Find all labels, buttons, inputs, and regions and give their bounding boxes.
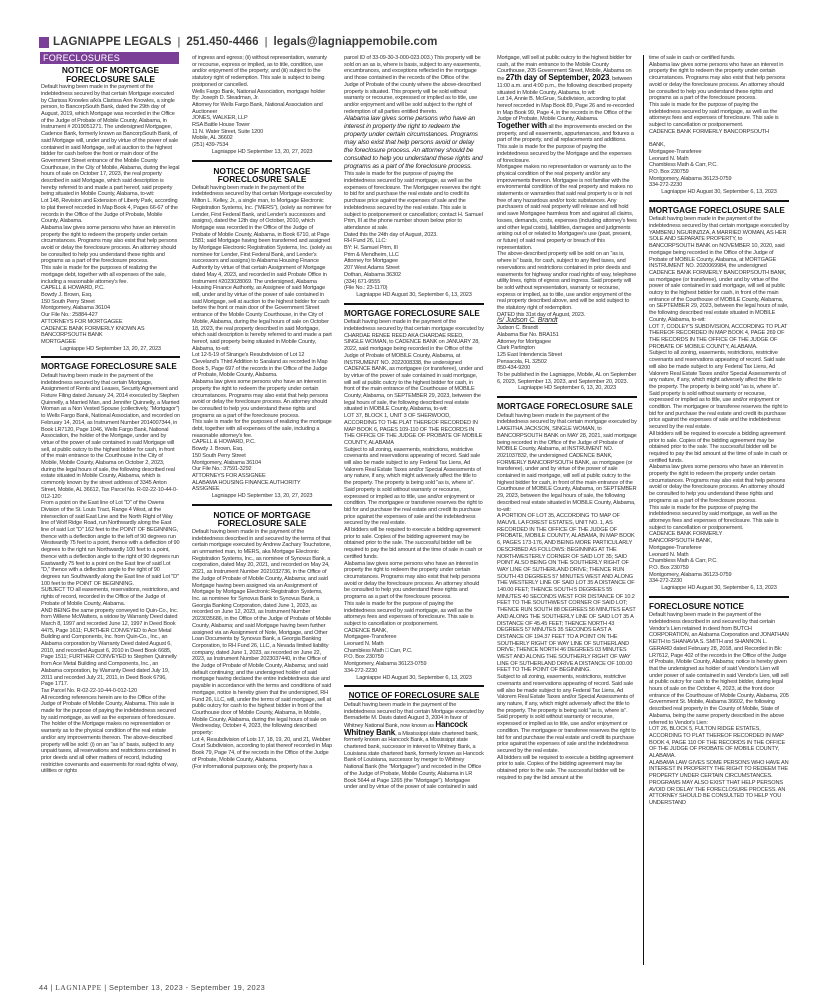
- divider: [41, 356, 180, 358]
- divider: [192, 160, 332, 162]
- contact-line: Montgomery, Alabama 36123-0759: [344, 661, 427, 668]
- contact-line: P.O. Box 230759: [649, 564, 689, 571]
- notice-body: [497, 55, 637, 96]
- footer-brand: LAGNIAPPE: [55, 983, 102, 992]
- notice-body: Alabama law gives some persons who have an interest in property the right to redeem the property under certain circumstances. Programs may also exist that help persons avoid or delay the foreclosure process. An attorney should be consulted to help you understand these rights and programs as a part of the foreclosure process.: [649, 61, 786, 102]
- notice-text: , a Mississippi state chartered bank, formerly known as Hancock Bank, a Mississippi state chartered bank, successor in interest to Whitney Bank, a Louisiana state chartered bank, formerly known as Hancock Bank of Louisiana, successor by merger to Whitney National Bank (the "Mortgagee") and recorded in the Office of the Judge of Probate, Mobile County, Alabama in LR Book 5644 at Page 1265 (the "Mortgage"). Mortgagee under and by virtue of the power of sale contained in said: [344, 730, 484, 791]
- contact-line: P.O. Box 230759: [344, 654, 384, 661]
- contact-line: Leonard N. Math: [649, 551, 689, 558]
- contact-line: CADENCE BANK,: [344, 627, 388, 634]
- footer-separator: |: [48, 983, 56, 992]
- contact-line: Mortgagee-Transferee: [649, 148, 702, 155]
- publication-signoff: Lagniappe HD September 13, 20, 27, 2023: [211, 148, 313, 155]
- contact-line: RSA Battle House Tower: [192, 122, 250, 129]
- notice-body: All bidders will be required to execute a bidding agreement prior to sale. Copies of the bidding agreement may be obtained prior to the sale. The successful bidder will be required to pay the bid amount at the time of sale in cash or certified funds.: [344, 527, 483, 560]
- contact-line: 11 N. Water Street, Suite 1200: [192, 128, 264, 135]
- publication-signoff: Lagniappe HD August 30, September 6, 13, 2023: [356, 291, 472, 298]
- contact-line: Chambless Math & Carr, P.C.: [649, 162, 718, 169]
- header-separator: |: [177, 36, 181, 48]
- notice-body: ALABAMA LAW GIVES SOME PERSONS WHO HAVE AN INTEREST IN PROPERTY THE RIGHT TO REDEEM THE PROPERTY UNDER CERTAIN CIRCUMSTANCES. PROGRAMS MAY ALSO EXIST THAT HELP PERSONS AVOID OR DELAY THE FORECLOSURE PROCESS. AN ATTORNEY SHOULD BE CONSULTED TO HELP YOU UNDERSTAND: [649, 759, 789, 806]
- contact-line: BANK,: [649, 142, 666, 149]
- contact-line: 150 South Perry Street: [41, 298, 95, 305]
- section-label-foreclosures: FORECLOSURES: [40, 52, 179, 64]
- contact-line: (334) 671-9555: [344, 278, 381, 285]
- contact-line: Leonard N. Math: [649, 155, 689, 162]
- header-separator: |: [264, 36, 268, 48]
- notice-body: This sale is made for the purpose of paying the indebtedness secured by said mortgage, as well as the attorneys fees and expenses of foreclosure. This sale is subject to cancellation or postponement.: [649, 504, 779, 531]
- notice-body: Alabama law gives some persons who have an interest in property the right to redeem the property under certain circumstances. Programs may also exist that help persons avoid or delay the foreclosure process. An attorney should be consulted to help you understand these rights and programs as a part of the foreclosure process.: [192, 379, 329, 419]
- notice-body: time of sale in cash or certified funds.: [649, 55, 736, 61]
- notice-text: Default having been made in the payment of the indebtedness secured by that certain Mortgage executed by Bernadette M. Davis dated August 3, 2004 in favor of Whitney National Bank, now known as: [344, 701, 484, 729]
- divider: [497, 396, 637, 398]
- header-phone: 251.450-4466: [186, 36, 259, 48]
- contact-line: (251) 439-7534: [192, 142, 229, 149]
- contact-line: Chambless Math & Carr, P.C.: [649, 558, 718, 565]
- contact-line: JONES, WALKER, LLP: [192, 115, 248, 122]
- contact-line: ATTORNEYS FOR MORTGAGEE: [41, 318, 123, 325]
- notice-quinnelly-continued: [192, 55, 332, 156]
- notice-body: This sale is made for the purpose of paying the indebtedness secured by said mortgage, as well as the expenses of foreclosure. The Mortgagee reserves the right to bid for and purchase the real estate and to credit its purchase price against the expenses of sale and the indebtedness secured by the real estate. This sale is subject to postponement or cancellation; contact H. Samuel Prim, III at the phone number shown below prior to attendance at sale.: [344, 171, 483, 231]
- notice-body: [497, 123, 637, 144]
- notice-body: A PORTION OF LOT 35, ACCORDING TO MAP OF MAUVIL LA FOREST ESTATES, UNIT NO. 1, AS RECORDED IN THE OFFICE OF THE JUDGE OF PROBATE, MOBILE COUNTY, ALABAMA, IN MAP BOOK 6, PAGES 173-176, AND BEING MORE PARTICULARLY DESCRIBED AS FOLLOWS: BEGINNING AT THE NORTHWESTERLY CORNER OF SAID LOT 35; SAID POINT ALSO BEING ON THE SOUTHERLY RIGHT OF WAY LINE OF SUTHERLAND DRIVE; THENCE RUN SOUTH 43 DEGREES 57 MINUTES WEST AND ALONG THE WESTERLY LINE OF SAID LOT 35 A DISTANCE OF 140.00 FEET; THENCE SOUTH 5 DEGREES 55 MINUTES 40 SECONDS WEST FOR DISTANCE OF 10.2 FEET TO THE SOUTHWEST CORNER OF SAID LOT; THENCE RUN SOUTH 88 DEGREES 56 MINUTES EAST AND ALONG THE SOUTHERLY LINE OF SAID LOT 35 A DISTANCE OF 45.45 FEET; THENCE NORTH 43 DEGREES 57 MINUTES 35 SECONDS EAST A DISTANCE OF 194.37 FEET TO A POINT ON THE SOUTHERLY RIGHT OF WAY LINE OF SUTHERLAND DRIVE; THENCE NORTH 46 DEGREES 03 MINUTES WEST AND ALONG THE SOUTHERLY RIGHT OF WAY LINE OF SUTHERLAND DRIVE A DISTANCE OF 100.00 FEET TO THE POINT OF BEGINNING.: [497, 513, 636, 674]
- notice-text: , between 11:00 a.m. and 4:00 p.m., the following described property situated in Mobile County, Alabama, to wit:: [497, 76, 633, 96]
- together-with-bold: Together with: [497, 121, 547, 131]
- contact-line: Judson C. Brandt: [497, 325, 538, 332]
- notice-body: LOT 37, BLOCK 1, UNIT 3 OF SHERWOOD, ACCORDING TO THE PLAT THEREOF RECORDED IN MAP BOOK 6, PAGES 109-110 OF THE RECORDS IN THE OFFICE OF THE JUDGE OF PROBATE OF MOBILE COUNTY, ALABAMA: [344, 413, 483, 446]
- divider: [344, 303, 484, 305]
- contact-line: Bowdy J. Brown, Esq.: [41, 291, 93, 298]
- notice-body: Default having been made in the payment of the indebtedness secured by that certain mortgage executed by YAMBENU NGURINZIZA, A MARRIED WOMAN, AS HER SOLE AND SEPARATE PROPERTY, to BANCORPSOUTH BANK on NOVEMBER 10, 2020, said mortgage being recorded in the Office of the Judge of Probate of MOBILE County, Alabama, at MORTGAGE INSTRUMENT NO. 2020069984, the undersigned CADENCE BANK FORMERLY BANCORPSOUTH BANK, as mortgagee (or transferee), under and by virtue of the power of sale contained in said mortgage, will sell at public outcry to the highest bidder for cash, in front of the main entrance of the Courthouse of MOBILE County, Alabama, on SEPTEMBER 29, 2023, between the legal hours of sale, the following described real estate situated in MOBILE County, Alabama, to-wit:: [649, 216, 789, 323]
- contact-line: Mortgagee-Transferee: [649, 544, 702, 551]
- notice-body: Alabama law gives some persons who have an interest in property the right to redeem the property under certain circumstances. Programs may also exist that help persons avoid or delay the foreclosure process. An attorney should be consulted to help you understand these rights and programs as a part of the foreclosure process.: [649, 464, 786, 504]
- contact-line: Chambless Math □ Carr, P.C.: [344, 647, 413, 654]
- notice-title: NOTICE OF FORECLOSURE SALE: [348, 691, 480, 701]
- notice-body: Default having been made in the payment of the indebtedness secured by that certain Mortgage executed by Clarissa Knowles a/k/a Clarissa Ann Knowles, a single person, to BancorpSouth Bank, dated the 29th day of August, 2019, which Mortgage was recorded in the Office of the Judge of Probate of Mobile County, Alabama, in Instrument # 2019051271. The undersigned Mortgagee, Cadence Bank, formerly known as BancorpSouth Bank, of said Mortgage will, under and by virtue of the power of sale contained in said Mortgage, sell at auction to the highest bidder for cash before the front or main door of the Government Street entrance of the Mobile County Courthouse, in the City of Mobile, Alabama, during the legal hours of sale on October 17, 2023, the real property described in said Mortgage, which said description is hereby referred to and made a part hereof, said property being situated in Mobile County, Alabama, to-wit:: [41, 84, 180, 198]
- contact-line: Bowdy J. Brown, Esq.: [192, 446, 244, 453]
- contact-line: Pensacola, FL 32502: [497, 358, 547, 365]
- contact-line: ALABAMA HOUSING FINANCE AUTHORITY: [192, 479, 301, 486]
- redemption-notice-italic: Alabama law gives some persons who have an interest in property the right to redeem the property under certain circumstances. Programs may also exist that help persons avoid or delay the foreclosure process. An attorney should be consulted to help you understand these rights and programs as a part of the foreclosure process.: [344, 115, 483, 171]
- contact-line: CAPELL & HOWARD, P.C.: [41, 285, 105, 292]
- notice-touchstone-continued: [344, 55, 484, 299]
- notice-body: LOT 7, CODLEY'S SUBDIVISION, ACCORDING TO PLAT THEREOF RECORDED IN MAP BOOK 4, PAGE 269 OF THE RECORDS IN THE OFFICE OF THE JUDGE OF PROBATE OF MOBILE COUNTY, ALABAMA.: [649, 323, 788, 350]
- contact-line: To be published in the Lagniappe, Mobile, AL on September 6, 2023, September 13, 2023, and September 20, 2023.: [497, 372, 637, 385]
- notice-body: [344, 702, 484, 791]
- notice-touchstone: [192, 511, 332, 771]
- contact-line: CADENCE BANK FORMERLY: [649, 531, 723, 538]
- publication-signoff: Lagniappe HD September 13, 20, 27, 2023: [60, 345, 161, 352]
- contact-line: Attorney for Wells Fargo Bank, National Association and Auctioneer: [192, 101, 323, 115]
- notice-body: of ingress and egress; (ii) without representation, warranty or recourse, express or implied, as to title, condition, use and/or enjoyment of the property; and (iii) subject to the statutory right of redemption. This sale is subject to being postponed or cancelled.: [192, 55, 327, 88]
- divider: [344, 685, 484, 687]
- contact-line: CAPELL & HOWARD, P.C.: [192, 439, 256, 446]
- notice-body: The above-described property will be sold on an "as is, where is" basis, for cash, subject to any filed taxes, and reservations and restrictions contained in prior deeds and easements for highway and/or road rights of way, telephone utility lines, rights of egress and ingress. Said property will be sold without representation, warranty or recourse, express or implied, as to title, use and/or enjoyment of the real property described above, and will be sold subject to the statutory right of redemption.: [497, 251, 637, 312]
- issue-dates: September 13, 2023 - September 19, 2023: [108, 983, 266, 992]
- sale-date-bold: 27th day of September, 2023: [505, 73, 610, 83]
- page-number: 44: [39, 983, 49, 992]
- divider: [192, 504, 332, 506]
- column-1: [41, 66, 180, 779]
- notice-body: LOT 26, BLOCK 5, FULTON RIDGE ESTATES, ACCORDING TO PLAT THEREOF RECORDED IN MAP BOOK 4, PAGE 110 OF THE RECORDS IN THE OFFICE OF THE JUDGE OF PROBATE OF MOBILE COUNTY, ALABAMA.: [649, 726, 786, 760]
- divider: [649, 200, 789, 202]
- notice-body: Default having been made in the payment of the indebtedness secured by that certain Mortgage, Assignment of Rents and Leases, Security Agreement and Fixture Filing dated January 24, 2014 executed by Stephen Quinnelly, a Married Man, and Jennifer Quinnelly, a Married Woman as a Non Vested Spouse (collectively, "Mortgagor") to Wells Fargo Bank, National Association, and recorded on February 14, 2014, as Instrument Number 2014007344, in Book LR7120, Page 1046, Wells Fargo Bank, National Association, the holder of the Mortgage, under and by virtue of the power of sale contained in said Mortgage will sell, at public outcry to the highest bidder for cash, in front of the main entrance to the Courthouse in the City of Mobile, Mobile County, Alabama on October 2, 2023, during the legal hours of sale, the following described real estate situated in Mobile County, Alabama, which is commonly known by the street address of 3345 Anton Street, Mobile, AL 36612, Tax Parcel No. R-02-22-10-44-0-012-120:: [41, 372, 180, 500]
- notice-body: Default having been made in the payment of the indebtedness secured by that certain Mortgage executed by Milton L. Kelley, Jr., a single man, to Mortgage Electronic Registration Systems, Inc. ("MERS"), (solely as nominee for Lender, First Federal Bank, and Lender's successors and assigns), dated the 12th day of October, 2010, which Mortgage was recorded in the Office of the Judge of Probate of Mobile County, Alabama, in Book 6710, at Page 1581; said Mortgage having been transferred and assigned by Mortgage Electronic Registration Systems, Inc. (solely as nominee for Lender, First Federal Bank, and Lender's successors and assigns) to Alabama Housing Finance Authority by virtue of that certain Assignment of Mortgage dated May 4, 2023, and recorded in said Probate Office in Instrument #2023028069. The undersigned, Alabama Housing Finance Authority, as Assignee of said Mortgage will, under and by virtue of the power of sale contained in said Mortgage, sell at auction to the highest bidder for cash before the front or main door of the Government Street entrance of the Mobile County Courthouse, in the City of Mobile, Alabama, during the legal hours of sale on October 18, 2023, the real property described in said Mortgage, which said description is hereby referred to and made a part hereof, said property being situated in Mobile County, Alabama, to-wit:: [192, 184, 332, 352]
- contact-line: Montgomery, Alabama 36123-0759: [649, 571, 732, 578]
- contact-line: CADENCE BANK FORMERLY KNOWN AS BANCORPSOUTH BANK: [41, 325, 145, 339]
- contact-line: Clark Partington: [497, 345, 535, 352]
- notice-body: Subject to all zoning, easements, restrictions, restrictive covenants and reservations appearing of record. Said sale will also be made subject to any Federal Tax Liens, Ad Valorem Real Estate Taxes and/or Special Assessments of any nature, if any, which might adversely affect the title to the property. The property is being sold "as is, where is". Said property is sold without warranty or recourse, expressed or implied as to title, use and/or enjoyment or condition. The mortgagee or transferee reserves the right to bid for and purchase the real estate and credit its purchase price against the expenses of sale and the indebtedness secured by the real estate.: [344, 446, 483, 527]
- notice-body: All recording references herein are to the Office of the Judge of Probate of Mobile County, Alabama. This sale is made for the purpose of paying the indebtedness secured by said mortgage, as well as the expenses of foreclosure.: [41, 694, 176, 721]
- notice-body: (For informational purposes only, the property has a: [192, 763, 313, 770]
- notice-body: Default having been made in the payment of the indebtedness described in and secured by that certain Vendor's Lien retained in deed from BUTCH CORPORATION, an Alabama Corporation and JONATHAN KEITH to SHANAVIA S. SMITH and SHANNON L. GERARD dated February 28, 2018, and Recorded in Bk: LR7612, Page 402 of the records in the Office of the Judge of Probate, Mobile County, Alabama; notice is hereby given that the undersigned as holder of said Vendor's Lien will under power of sale contained in said Vendor's Lien, will sell at public outcry for cash to the highest bidder, during legal hours of sale on the October 4, 2023, at the front door entrance of the Courthouse of Mobile County, Alabama, 205 Government St. Mobile, Alabama 36602, the following described real property in the County of Mobile, State of Alabama, being the same property described in the above referred to Vendor's Lien:: [649, 612, 789, 726]
- publication-signoff: Lagniappe HD September 6, 13, 20, 2023: [518, 385, 616, 392]
- notice-body: Subject to all zoning, easements, restrictions, restrictive covenants and reservations appearing of record. Said sale will also be made subject to any Federal Tax Liens, Ad Valorem Real Estate Taxes and/or Special Assessments of any nature, if any, which might adversely affect the title to the property. The property is being sold "as is, where is". Said property is sold without warranty or recourse, expressed or implied as to title, use and/or enjoyment or condition. The mortgagee or transferee reserves the right to bid for and purchase the real estate and credit its purchase price against the expenses of sale and the indebtedness secured by the real estate.: [497, 674, 636, 754]
- contact-line: Mortgagee-Transferee: [344, 634, 397, 641]
- brand-square-icon: [39, 37, 49, 48]
- contact-line: Wells Fargo Bank, National Association, mortgage holder: [192, 88, 326, 95]
- contact-line: 150 South Perry Street: [192, 452, 246, 459]
- contact-line: CADENCE BANK FORMERLY BANCORPSOUTH: [649, 128, 769, 135]
- notice-body: Subject to all zoning, easements, restrictions, restrictive covenants and reservations appearing of record. Said sale will also be made subject to any Federal Tax Liens, Ad Valorem Real Estate Taxes and/or Special Assessments of any nature, if any, which might adversely affect the title to the property. The property is being sold "as is, where is". Said property is sold without warranty or recourse, expressed or implied as to title, use and/or enjoyment or condition. The mortgagee or transferee reserves the right to bid for and purchase the real estate and credit its purchase price against the expenses of sale and the indebtedness secured by the real estate.: [649, 350, 788, 431]
- notice-davis: [344, 692, 484, 791]
- notice-body: Default having been made in the payment of the indebtedness secured by that certain mortgage executed by LAKEITHA JACKSON, SINGLE WOMAN, to BANCORPSOUTH BANK on MAY 28, 2021, said mortgage being recorded in the Office of the Judge of Probate of MOBILE County, Alabama, at INSTRUMENT NO. 2021037832, the undersigned CADENCE BANK, FORMERLY BANCORPSOUTH BANK, as mortgagee (or transferee), under and by virtue of the power of sale contained in said mortgage, will sell at public outcry to the highest bidder for cash, in front of the main entrance of the Courthouse of MOBILE County, Alabama, on SEPTEMBER 29, 2023, between the legal hours of sale, the following described real estate situated in MOBILE County, Alabama, to-wit:: [497, 412, 637, 513]
- column-2: [192, 55, 332, 774]
- notice-title: MORTGAGE FORECLOSURE SALE: [344, 308, 480, 318]
- notice-nguriziza: [649, 207, 789, 592]
- header-email[interactable]: legals@lagniappemobile.com: [273, 36, 438, 48]
- divider: [649, 596, 789, 598]
- dated-line: DATED this 31st day of August, 2023.: [497, 311, 586, 318]
- notice-title: NOTICE OF MORTGAGE FORECLOSURE SALE: [61, 65, 160, 84]
- contact-line: Mobile, AL 36602: [192, 135, 233, 142]
- notice-jackson-continued: [649, 55, 789, 196]
- contact-line: Leonard N. Math: [344, 641, 384, 648]
- notice-body: All bidders will be required to execute a bidding agreement prior to sale. Copies of the bidding agreement may be obtained prior to the sale. The successful bidder will be required to pay the bid amount at the: [497, 754, 634, 781]
- notice-body: Lot 14, Annie B. McGrue, Subdivision, according to plat hereof recorded in Map Book 89, Page 26 and re-recorded in Map Book 99, Page 4, in the records in the Office of the Judge of Probate, Mobile County, Alabama.: [497, 96, 634, 123]
- notice-body: parcel ID of 33-09-30-3-000-023.003.) This property will be sold on an as is, where is basis, subject to any easements, encumbrances, and exceptions reflected in the mortgage and those contained in the records of the Office of the Judge of Probate of the county where the above-described property is situated. This property will be sold without warranty or recourse, expressed or implied as to title, use and/or enjoyment and will be sold subject to the right of redemption of all parties entitled thereto.: [344, 55, 481, 115]
- contact-line: [649, 135, 789, 142]
- bank-name-bold: Hancock Whitney Bank: [344, 719, 468, 737]
- contact-line: Prim & Mendheim, LLC: [344, 251, 399, 258]
- notice-body: Lot 12-5-19 of Strange's Resubdivision of Lot 12 Cleveland's Third Addition to Saraland as recorded in Map Book 5, Page 697 of the records in the Office of the Judge of Probate, Mobile County, Alabama.: [192, 352, 328, 379]
- notice-body: All bidders will be required to execute a bidding agreement prior to sale. Copies of the bidding agreement may be obtained prior to the sale. The successful bidder will be required to pay the bid amount at the time of sale in cash or certified funds.: [649, 430, 788, 464]
- contact-line: (File No.: 23-1170): [344, 285, 388, 292]
- notice-title: FORECLOSURE NOTICE: [649, 601, 744, 611]
- contact-line: 334-272-2230: [344, 667, 378, 674]
- contact-line: 334-272-2230: [649, 578, 683, 585]
- column-5: [649, 55, 789, 811]
- notice-text: Mortgage, will sell at public outcry to the highest bidder for cash, at the main entrance to the Mobile County Courthouse, 205 Government Street, Mobile, Alabama on the: [497, 55, 632, 83]
- publication-signoff: Lagniappe HD September 13, 20, 27, 2023: [211, 493, 313, 500]
- contact-line: By: Joseph D. Steadman, Jr.: [192, 95, 259, 102]
- notice-reed: [344, 310, 484, 682]
- publication-signoff: Lagniappe HD August 30, September 6, 13, 2023: [661, 585, 777, 592]
- notice-title: NOTICE OF MORTGAGE FORECLOSURE SALE: [213, 165, 311, 185]
- notice-vendors-lien: [649, 603, 789, 807]
- contact-line: Alabama Bar No. BRA151: [497, 331, 559, 338]
- notice-kelley: [192, 167, 332, 500]
- contact-line: Montgomery, Alabama 36123-0759: [649, 175, 732, 182]
- contact-line: Dothan, Alabama 36302: [344, 271, 401, 278]
- contact-line: 850-434-9200: [497, 365, 531, 372]
- contact-line: Montgomery, Alabama 36104: [41, 305, 110, 312]
- contact-line: BANCORPSOUTH BANK,: [649, 538, 712, 545]
- notice-body: Lot 4, Resubdivision of Lots 17, 18, 19, 20, and 21, Webber Court Subdivision, according to plat thereof recorded in Map Book 79, Page 74, of the records in the Office of the Judge of Probate, Mobile County, Alabama.: [192, 736, 332, 763]
- notice-body: Default having been made in the payment of the indebtedness secured by that certain mortgage executed by CHARDAE RENEE REED AKA CHARDAE REED, SINGLE WOMAN, to CADENCE BANK on JANUARY 28, 2022, said mortgage being recorded in the Office of the Judge of Probate of MOBILE County, Alabama, at INSTRUMENT NO. 2022008338, the undersigned CADENCE BANK, as mortgagee (or transferee), under and by virtue of the power of sale contained in said mortgage, will sell at public outcry to the highest bidder for cash, in front of the main entrance of the Courthouse of MOBILE County, Alabama, on SEPTEMBER 29, 2023, between the legal hours of sale, the following described real estate situated in MOBILE County, Alabama, to-wit:: [344, 319, 484, 413]
- contact-line: RH Fund 26, LLC:: [344, 238, 387, 245]
- notice-body: This sale is made for the purpose of paying the indebtedness secured by the Mortgage and the expenses of foreclosure.: [497, 144, 632, 164]
- publication-signoff: Lagniappe HD August 30, September 6, 13, 2023: [661, 189, 777, 196]
- contact-line: Attorney for Mortgagee: [497, 338, 551, 345]
- attorney-signature: /s/ Judson C. Brandt: [497, 317, 558, 325]
- contact-line: ATTORNEYS FOR ASSIGNEE: [192, 472, 266, 479]
- notice-body: This sale is made for the purpose of paying the indebtedness secured by said mortgage, as well as the attorneys fees and expenses of foreclosure. This sale is subject to cancellation or postponement.: [649, 101, 779, 129]
- notice-body: This sale is made for the purposes of realizing the mortgage debt, together with all expenses of the sale, including a reasonable attorney's fee.: [41, 265, 166, 285]
- notice-title: MORTGAGE FORECLOSURE SALE: [41, 362, 177, 372]
- contact-line: Dated this the 24th day of August, 2023.: [344, 231, 438, 238]
- contact-line: P.O. Box 230759: [649, 168, 689, 175]
- contact-line: 125 East Intendencia Street: [497, 351, 562, 358]
- contact-line: Our File No.: 25884-427: [41, 312, 98, 319]
- column-4: [497, 55, 637, 785]
- contact-line: 207 West Adams Street: [344, 265, 400, 272]
- notice-body: SUBJECT TO all easements, reservations, restrictions, and rights of record, recorded in the Office of the Judge of Probate of Mobile County, Alabama.: [41, 587, 180, 607]
- contact-line: Our File No.: 37591-3292: [192, 466, 252, 473]
- notice-davis-continued: [497, 55, 637, 392]
- notice-body: Alabama law gives some persons who have an interest in property the right to redeem the property under certain circumstances. Programs may also exist that help persons avoid or delay the foreclosure process. An attorney should be consulted to help you understand these rights and programs as a part of the foreclosure process.: [344, 560, 481, 601]
- column-3: [344, 55, 484, 795]
- notice-body: Lot 148, Revision and Extension of Liberty Park, according to plat thereof recorded in Map Book 4, Pages 66-67 of the records in the Office of the Judge of Probate, Mobile County, Alabama.: [41, 198, 178, 225]
- notice-title: NOTICE OF MORTGAGE FORECLOSURE SALE: [213, 509, 311, 529]
- notice-quinnelly: [41, 363, 180, 775]
- notice-text: all the improvements erected on the property, and all easements, appurtenances, and fixtures a part of the property, and all replacements and additions.: [497, 124, 634, 144]
- contact-line: 334-272-2230: [649, 182, 683, 189]
- notice-body: AND BEING the same property conveyed to Quin-Co., Inc. from Willene McWatters, a widow by Warranty Deed dated March 8, 1997 and recorded June 12, 1997 in Deed Book 4475, Page 1611; FURTHER CONVEYED to Ace Metal Building and Components, Inc. from Quin-Co., Inc., an Alabama corporation by Warranty Deed dated August 6, 2010, and recorded August 6, 2010 in Deed Book 6685, Page 1511; FURTHER CONVEYED to Stephen Quinnelly from Ace Metal Building and Components, Inc., an Alabama corporation, by Warranty Deed dated July 19, 2011 and recorded July 21, 2011, in Deed Book 6796, Page 1717.: [41, 607, 179, 688]
- header-title: LAGNIAPPE LEGALS: [53, 36, 172, 48]
- notice-clarissa-knowles: [41, 66, 180, 352]
- notice-body: Tax Parcel No. R-02-22-10-44-0-012-120: [41, 687, 137, 694]
- notice-body: The holder of the Mortgage makes no representation or warranty as to the physical condition of the real estate and/or any improvements thereon. The above-described property will be sold: (i) on an "as is" basis, subject to any unpaid taxes, all reservations and restrictions contained in prior deeds and all other matters of record, including restrictive covenants and easements for road rights of way, utilities or rights: [41, 721, 178, 775]
- page-header: [39, 34, 437, 50]
- page-footer: [39, 983, 265, 992]
- footer-separator: |: [101, 983, 109, 992]
- column-divider: [643, 55, 644, 965]
- contact-line: ASSIGNEE: [192, 486, 220, 493]
- contact-line: MORTGAGEE: [41, 338, 76, 345]
- notice-body: This sale is made for the purposes of realizing the mortgage debt, together with all expenses of the sale, including a reasonable attorney's fee.: [192, 419, 332, 439]
- contact-line: BY: H. Samuel Prim, III: [344, 245, 398, 252]
- notice-body: Default having been made in the payment of the indebtedness described in and secured by the terms of that certain mortgage executed by Andrew Zachary Touchstone, an unmarried man, to MERS, aka Mortgage Electronic Registration Systems, Inc., as nominee of Synovus Bank, a corporation, dated May 20, 2021, and recorded on May 24, 2021, as Instrument Number 2021032736, in the Office of the Judge of Probate of Mobile County, Alabama; and said Mortgage having been assigned via an Assignment of Mortgage by Mortgage Electronic Registration Systems, Inc. as nominee for Synovus Bank to Synovus Bank, a Georgia Banking Corporation, dated June 1, 2023, as recorded on June 12, 2023, as Instrument Number 2023035686, in the Office of the Judge of Probate of Mobile County, Alabama; and said Mortgage having been further assigned via an Assignment of Note, Mortgage, and Other Loan Documents by Synovus Bank, a Georgia Banking Corporation, to RH Fund 26, LLC, a Nevada limited liability company, dated June 1, 2023, as recorded on June 22, 2023, as Instrument Number 2023037440, in the Office of the Judge of Probate of Mobile County, Alabama; and said default continuing; and the undersigned holder of said mortgage having declared the entire indebtedness due and payable in accordance with the terms and conditions of said mortgage, notice is hereby given that the undersigned, RH Fund 26, LLC, will, under the terms of said mortgage, sell at public outcry for cash to the highest bidder in front of the Courthouse door of Mobile County, Alabama, in Mobile, Mobile County, Alabama, during the legal hours of sale on Wednesday, October 4, 2023, the following described property:: [192, 528, 332, 737]
- notice-body: This sale is made for the purpose of paying the indebtedness secured by said mortgage, as well as the attorneys fees and expenses of foreclosure. This sale is subject to cancellation or postponement.: [344, 600, 474, 627]
- notice-body: Mortgagee makes no representation or warranty as to the physical condition of the real property and/or any improvements thereon. Mortgagee is not familiar with the environmental condition of the real property and makes no statements or warranties that said real property is or is not free of any hazardous and/or toxic substances. Any purchasers of said real property will release and will hold and save Mortgagee harmless from and against all claims, losses, demands, costs, expenses (including attorney's fees and other legal costs), liabilities, damages and judgments arising out of or related to Mortgagee's use (past, present, or future) of said real property or breach of this representation.: [497, 164, 637, 251]
- notice-title: MORTGAGE FORECLOSURE SALE: [497, 402, 633, 412]
- notice-title: MORTGAGE FORECLOSURE SALE: [649, 205, 785, 215]
- publication-signoff: Lagniappe HD August 30, September 6, 13, 2023: [356, 674, 472, 681]
- contact-line: Montgomery, Alabama 36104: [192, 459, 261, 466]
- notice-jackson: [497, 403, 637, 781]
- notice-body: Alabama law gives some persons who have an interest in property the right to redeem the property under certain circumstances. Programs may also exist that help persons avoid or delay the foreclosure process. An attorney should be consulted to help you understand these rights and programs as a part of the foreclosure process.: [41, 224, 178, 265]
- notice-body: From a point on the East line of Lot "D" of the Owens Division of the St. Louis Tract, Range 4 West, at the intersection of said East Line and the North Right of Way line of Wolf Ridge Road, run Northwardly along the East line of said Lot "D" 162 feet to the POINT OF BEGINNING, thence with a deflection angle to the left of 90 degrees run Westwardly 75 feet to a point, thence with a deflection of 90 degrees to the right run Northwardly 100 feet to a point, thence with a deflection angle to the right of 90 degrees run Eastwardly 75 feet to a point on the East line of said Lot "D," thence with a deflection angle to the right of 90 degrees run Southwardly along the East line of said Lot "D" 100 feet to the POINT OF BEGINNING.: [41, 500, 180, 587]
- contact-line: Attorney for Mortgagee: [344, 258, 398, 265]
